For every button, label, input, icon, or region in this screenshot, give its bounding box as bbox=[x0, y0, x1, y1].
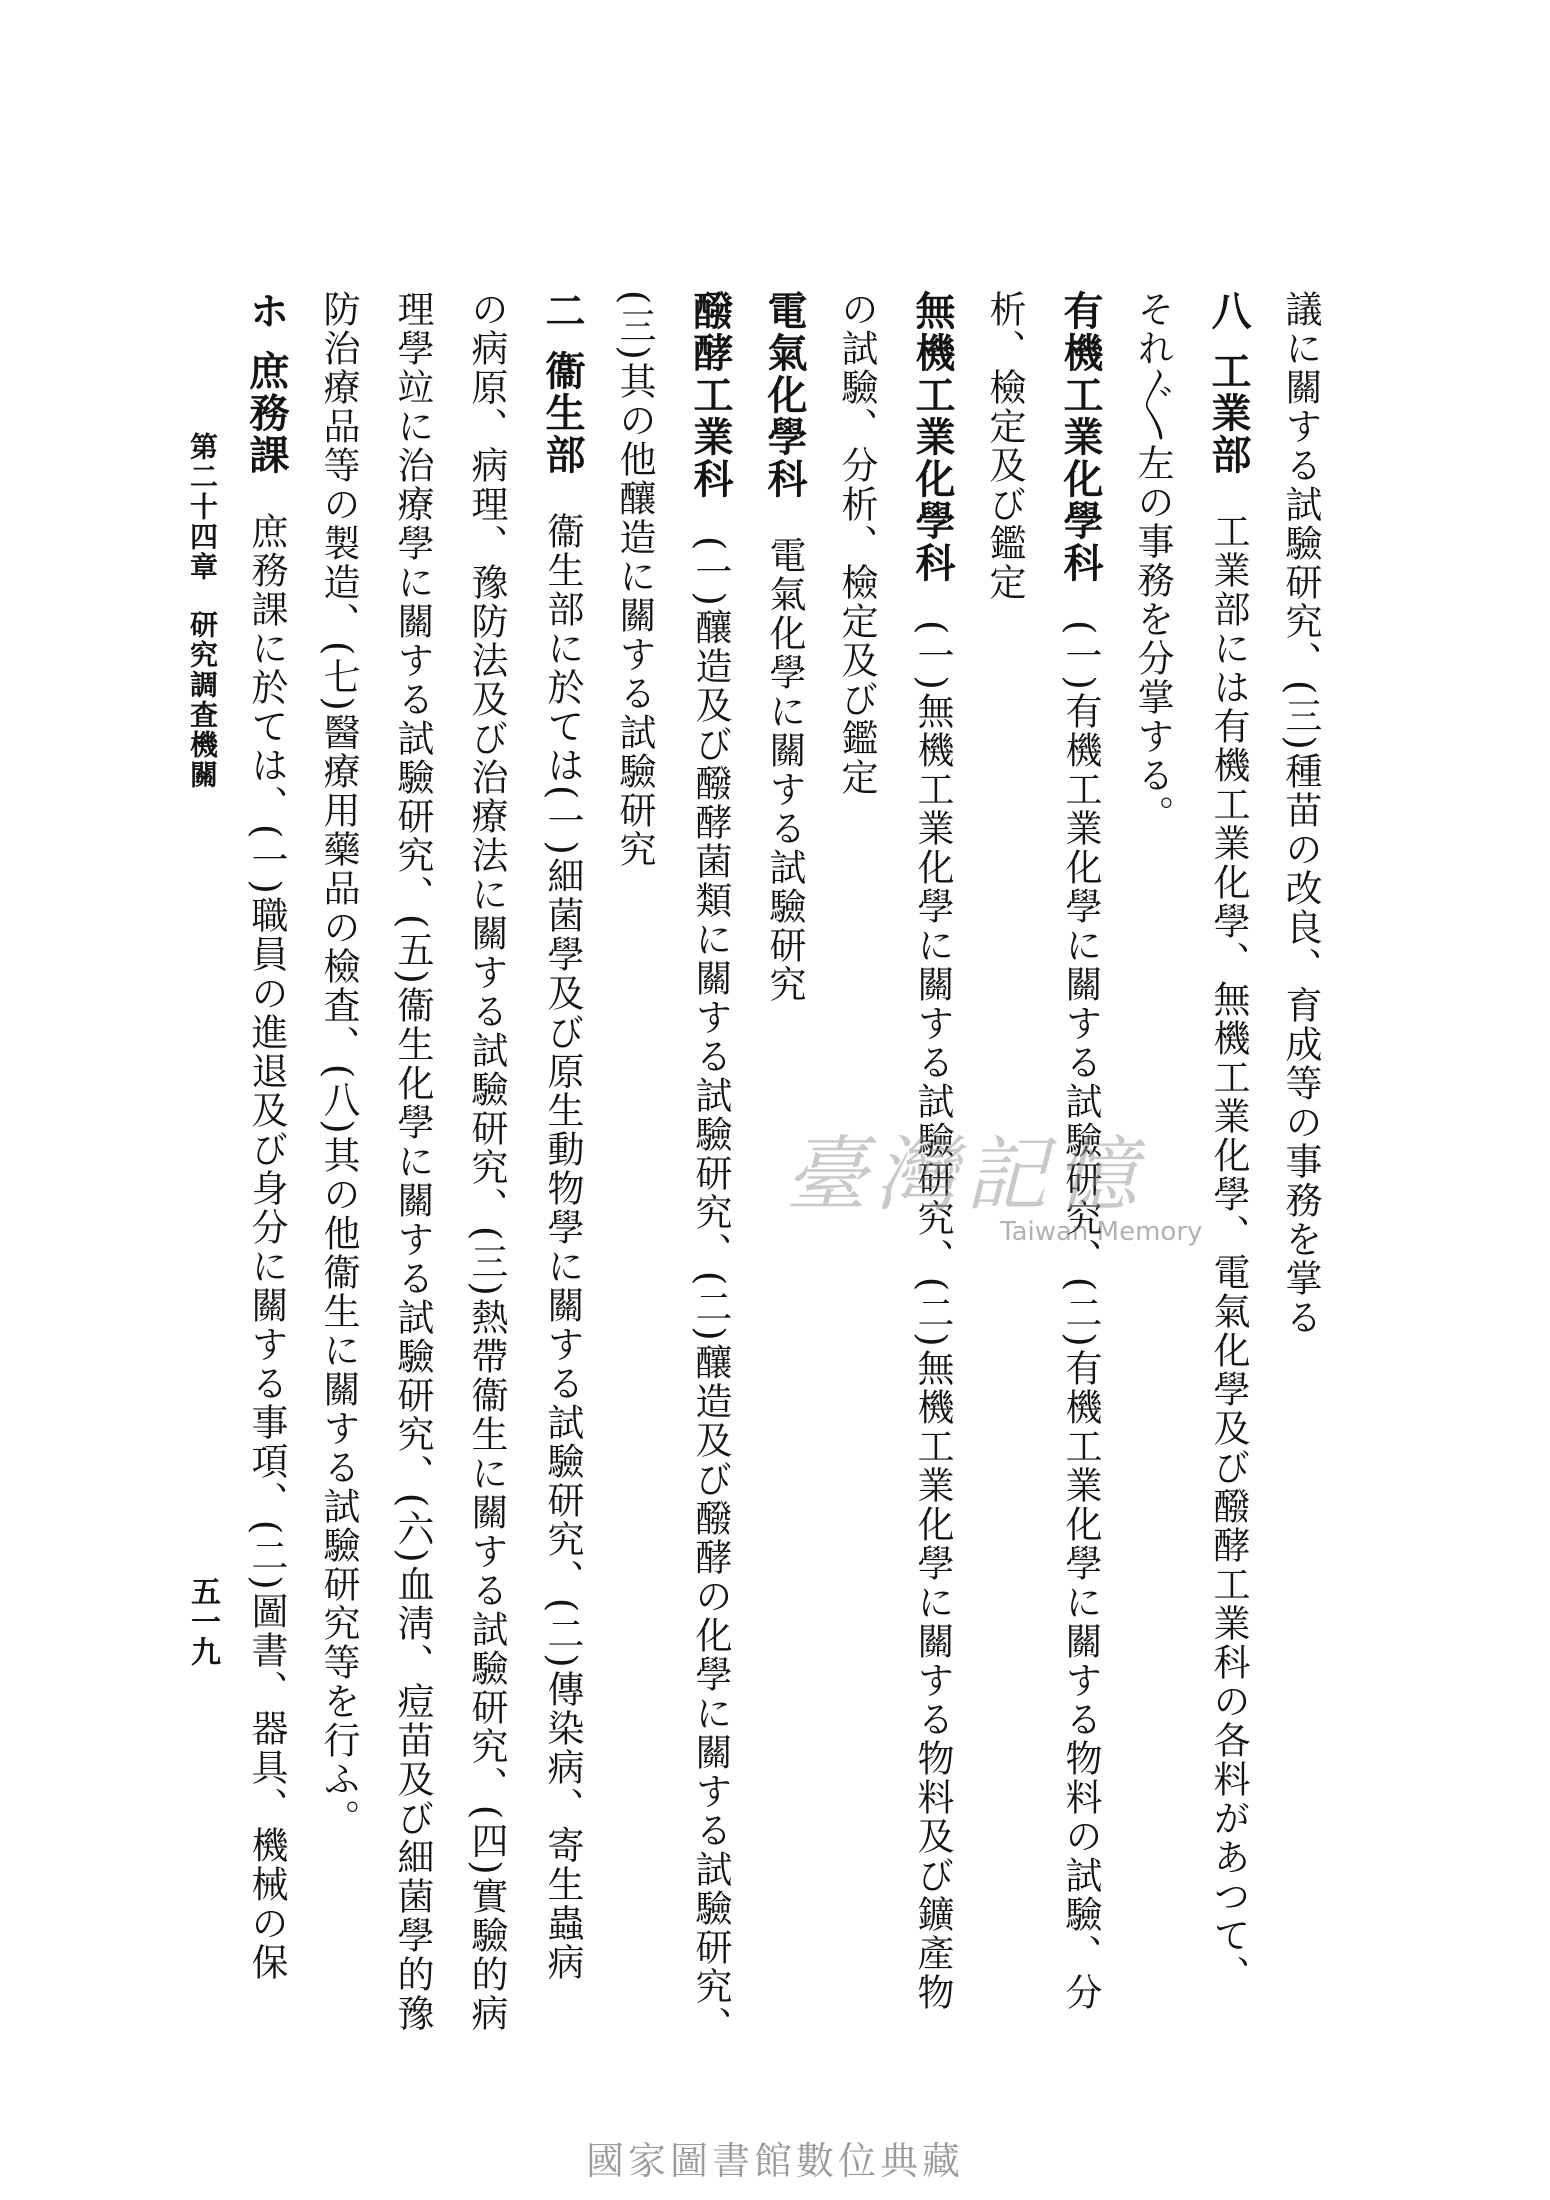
page-number: 五一九 bbox=[185, 1576, 220, 1666]
watermark bbox=[785, 1128, 1225, 1265]
section-heading: 醱酵工業科 bbox=[687, 290, 733, 500]
watermark-chinese: 臺灣記憶 bbox=[785, 1128, 1145, 1223]
text-column-11 bbox=[539, 290, 585, 1982]
running-footer bbox=[182, 432, 222, 790]
section-heading: 電氣化學科 bbox=[761, 290, 807, 500]
column-text: (一)有機工業化學に關する試驗研究、(二)有機工業化學に關する物料の試驗、分 bbox=[1059, 620, 1102, 2012]
section-heading: 工業部 bbox=[1205, 350, 1251, 476]
text-column-15 bbox=[243, 290, 289, 1982]
section-heading: 衞生部 bbox=[539, 350, 585, 476]
text-column-1 bbox=[1279, 290, 1322, 1337]
text-column-6 bbox=[909, 290, 955, 2012]
text-column-5 bbox=[983, 290, 1026, 602]
column-text: (一)無機工業化學に關する試驗研究、(二)無機工業化學に關する物料及び鑛產物 bbox=[911, 620, 954, 2012]
text-column-12 bbox=[465, 290, 508, 2033]
section-heading: 無機工業化學科 bbox=[909, 290, 955, 584]
watermark-english: Taiwan Memory bbox=[1000, 1217, 1203, 1247]
column-text: 衞生部に於ては(一)細菌學及び原生動物學に關する試驗研究、(二)傳染病、寄生蟲病 bbox=[541, 512, 584, 1982]
text-column-9 bbox=[687, 290, 733, 2045]
column-text: (一)釀造及び醱酵菌類に關する試驗研究、(二)釀造及び醱酵の化學に關する試驗研究、 bbox=[689, 536, 732, 2045]
text-column-8 bbox=[761, 290, 807, 1004]
text-column-14 bbox=[317, 290, 360, 1838]
column-text: の病原、病理、豫防法及び治療法に關する試驗研究、(三)熱帶衞生に關する試驗研究、(四)實驗的病 bbox=[465, 290, 508, 2033]
column-text: 電氣化學に關する試驗研究 bbox=[763, 536, 806, 1004]
section-number: 八 bbox=[1205, 290, 1251, 332]
section-number: 二 bbox=[539, 290, 585, 332]
column-text: 防治療品等の製造、(七)醫療用藥品の檢査、(八)其の他衞生に關する試驗研究等を行ふ。 bbox=[317, 290, 360, 1838]
text-column-13 bbox=[391, 290, 434, 2033]
section-heading: 庶務課 bbox=[243, 350, 289, 476]
column-text: 析、檢定及び鑑定 bbox=[983, 290, 1026, 602]
column-text: 工業部には有機工業化學、無機工業化學、電氣化學及び醱酵工業科の各料があつて、 bbox=[1207, 512, 1250, 1994]
text-column-10 bbox=[613, 290, 656, 869]
section-number: ホ bbox=[243, 290, 289, 332]
column-text: 議に關する試驗研究、(三)種苗の改良、育成等の事務を掌る bbox=[1279, 290, 1322, 1337]
text-column-2 bbox=[1205, 290, 1251, 1994]
column-text: の試驗、分析、檢定及び鑑定 bbox=[835, 290, 878, 797]
chapter-label: 第二十四章 bbox=[186, 432, 219, 582]
column-text: 理學竝に治療學に關する試驗研究、(五)衞生化學に關する試驗研究、(六)血淸、痘苗及び細菌學的豫 bbox=[391, 290, 434, 2033]
text-column-3 bbox=[1131, 290, 1174, 834]
column-text: それ〴〵左の事務を分掌する。 bbox=[1131, 290, 1174, 834]
text-column-7 bbox=[835, 290, 878, 797]
column-text: 庶務課に於ては、(一)職員の進退及び身分に關する事項、(二)圖書、器具、機械の保 bbox=[245, 512, 288, 1982]
column-text: (三)其の他釀造に關する試驗研究 bbox=[613, 290, 656, 869]
text-column-4 bbox=[1057, 290, 1103, 2012]
section-label: 研究調査機關 bbox=[186, 610, 219, 790]
section-heading: 有機工業化學科 bbox=[1057, 290, 1103, 584]
archive-caption: 國家圖書館數位典藏 bbox=[585, 2139, 964, 2183]
